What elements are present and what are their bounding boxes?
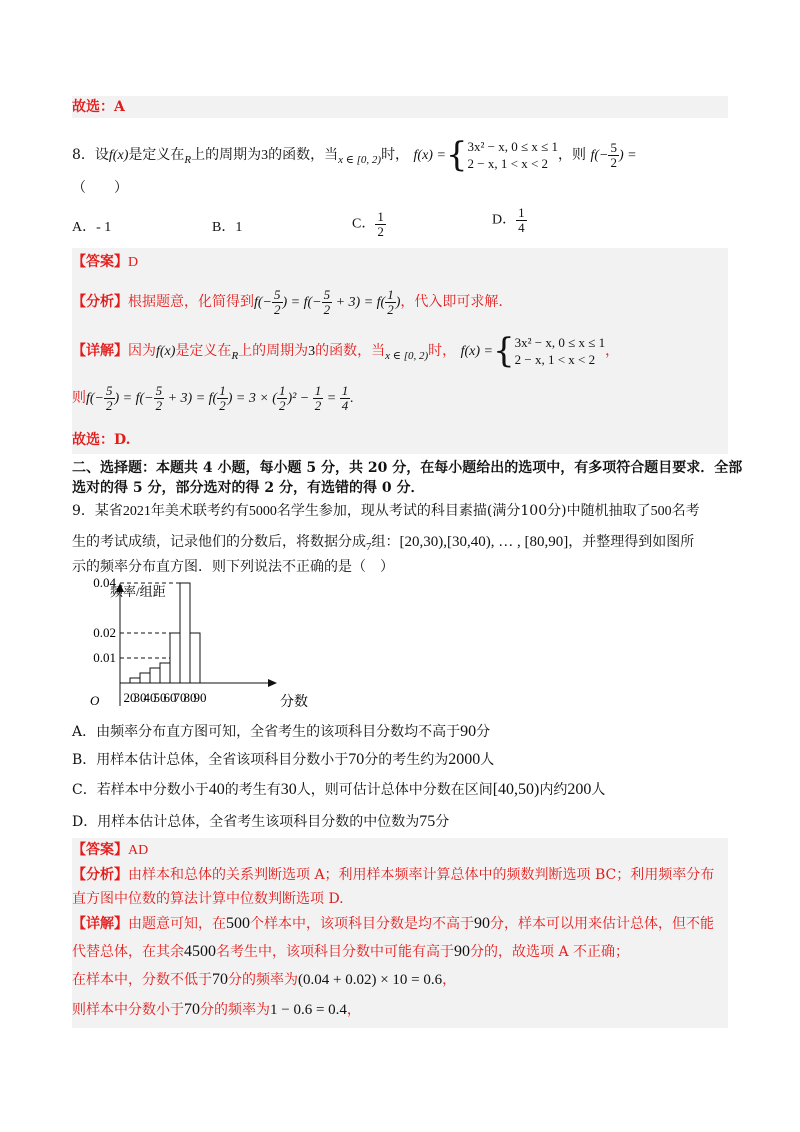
x-tick-60: 60 [163, 690, 177, 705]
choice-c-frac [375, 210, 386, 239]
x-axis-arrow [268, 679, 277, 687]
q9-analysis-tag: 【分析】 [72, 867, 128, 883]
q9-answer-value: AD [128, 843, 149, 858]
option-b-num2: 2000 [448, 751, 481, 768]
option-b-text-a: 用样本估计总体，全省该项科目分数小于 [96, 752, 349, 768]
q9-l1b: 年美术联考约有 [150, 503, 249, 519]
q8-detail-fx: f(x) [156, 344, 176, 359]
q9-detail-2b: 名考生中，该项科目分数中可能有高于 [216, 944, 454, 960]
option-c-num2: 30 [280, 781, 297, 798]
x-tick-40: 40 [143, 690, 157, 705]
y-tick-0.02: 0.02 [93, 625, 116, 640]
q8-detail-R: R [231, 350, 239, 362]
q8-text2: 上的周期为 [191, 147, 262, 163]
q9-detail-line2 [72, 942, 629, 962]
option-c-text-b: 的考生有 [224, 782, 281, 798]
histogram-bar-60-70 [170, 633, 180, 683]
q9-detail-4n: 70 [184, 1001, 200, 1018]
option-b-text-c: 人 [480, 752, 495, 768]
option-c-num3: 200 [567, 781, 592, 798]
q9-line1 [72, 501, 700, 522]
y-tick-0.01: 0.01 [93, 650, 116, 665]
q8-detail-fx-eq: f(x) = [460, 344, 493, 359]
q9-sample: 500 [650, 504, 672, 519]
q9-detail-1a: 由题意可知，在 [128, 916, 226, 932]
choice-d-den: 4 [518, 220, 525, 235]
q8-then-line [72, 384, 354, 413]
x-tick-50: 50 [153, 690, 167, 705]
q8-detail-domain: x ∈ [0, 2) [385, 350, 429, 362]
option-a-text-a: 由频率分布直方图可知，全省考生的该项科目分数均不高于 [96, 724, 461, 740]
q9-detail-4b: 分的频率为 [200, 1002, 270, 1018]
q9-analysis-line2: 直方图中位数的算法计算中位数判断选项 D. [72, 891, 344, 907]
choice-d-label: D． [492, 212, 517, 228]
q8-then-formula: f(− $\frac{5}{2}$ ) = f(− $\frac{5}{2}$ + 3) = f( $\frac{1}{2}$ ) = 3 × ( $\frac{1}{2}$ )² − $\frac{1}{2}$ = $\frac{1}{4}$ . [86, 383, 354, 414]
q8-period: 3 [261, 148, 269, 163]
q8-answer-line [72, 252, 138, 273]
q8-analysis-line [72, 288, 503, 317]
q8-choice-a [72, 216, 111, 236]
x-tick-80: 80 [183, 690, 197, 705]
option-a-num: 90 [460, 723, 477, 740]
q9-l2b: 组： [371, 534, 400, 550]
q9-l1e: 名考 [671, 503, 700, 519]
q9-option-b [72, 750, 494, 770]
q8-conclusion: 故选：D. [72, 432, 131, 448]
option-d-num: 75 [419, 813, 436, 830]
histogram-bar-30-40 [140, 673, 150, 683]
q8-text3: 的函数，当 [268, 147, 339, 163]
option-d-label: D． [72, 814, 98, 830]
top-answer: 故选：A [72, 99, 125, 115]
q8-ask-suffix: ) = [618, 148, 637, 163]
q8-detail-text4: 时， [428, 343, 457, 359]
option-b-num: 70 [348, 751, 365, 768]
histogram-bar-70-80 [180, 583, 190, 683]
choice-d-frac [516, 206, 527, 235]
histogram-bar-40-50 [150, 668, 160, 683]
q9-l2c: ，并整理得到如图所 [568, 534, 695, 550]
q9-detail-line4 [72, 1000, 361, 1020]
q9-groups: 7 [366, 541, 372, 553]
x-tick-30: 30 [133, 690, 147, 705]
q9-detail-1c: 分，样本可以用来估计总体，但不能 [490, 916, 714, 932]
q8-analysis-tail: ，代入即可求解. [400, 294, 503, 310]
section2-line1: 二、选择题：本题共 4 小题，每小题 5 分，共 20 分，在每小题给出的选项中，有多项符合题目要求．全部 [72, 460, 743, 476]
y-axis-label: 频率/组距 [110, 584, 166, 599]
q9-option-d [72, 812, 449, 832]
q8-detail-line [72, 331, 620, 371]
choice-b-value: 1 [235, 220, 243, 235]
q9-detail-2n: 4500 [184, 943, 216, 960]
q9-detail-tag: 【详解】 [72, 916, 128, 932]
choice-b-label: B． [212, 220, 236, 235]
q8-fx-eq: f(x) = [413, 148, 446, 163]
q9-detail-2c: 分的，故选项 A 不正确； [470, 944, 630, 960]
q9-detail-1b: 个样本中，该项科目分数是均不高于 [250, 916, 474, 932]
choice-a-value: - 1 [96, 220, 112, 235]
q8-detail-case1: 3x² − x, 0 ≤ x ≤ 1 [514, 335, 606, 350]
q8-answer-value: D [128, 255, 139, 270]
q8-text1: 是定义在 [128, 147, 185, 163]
q9-detail-1n: 500 [226, 915, 250, 932]
option-c-label: C． [72, 782, 97, 798]
option-c-text-a: 若样本中分数小于 [96, 782, 209, 798]
q8-detail-cases [515, 334, 606, 368]
x-tick-70: 70 [173, 690, 187, 705]
q8-ask-den: 2 [610, 154, 617, 170]
choice-a-label: A． [72, 220, 97, 235]
q9-l1a: 9．某省 [72, 503, 123, 519]
choice-d-num: 1 [518, 205, 525, 220]
q9-answer-line [72, 840, 148, 861]
q8-case2: 2 − x, 1 < x < 2 [467, 156, 549, 171]
q8-then: ，则 [558, 147, 587, 163]
q8-detail-period: 3 [308, 344, 316, 359]
q9-detail-3eq: (0.04 + 0.02) × 10 = 0.6 [298, 972, 443, 988]
q9-detail-3b: 分的频率为 [228, 972, 298, 988]
option-c-interval: [40,50) [492, 781, 540, 798]
q9-intervals: [20,30),[30,40), … , [80,90] [399, 534, 569, 550]
q8-detail-tail: ， [605, 343, 620, 359]
option-b-label: B． [72, 752, 97, 768]
section2-line2: 选对的得 5 分，部分选对的得 2 分，有选错的得 0 分． [72, 480, 425, 496]
q8-choice-b [212, 216, 242, 236]
origin-label: O [90, 693, 100, 708]
q8-case1: 3x² − x, 0 ≤ x ≤ 1 [467, 139, 559, 154]
choice-c-den: 2 [377, 224, 384, 239]
q8-text4: 时， [381, 147, 410, 163]
q8-analysis-text: 根据题意，化简得到 [128, 294, 254, 310]
q8-domain: x ∈ [0, 2) [338, 154, 382, 166]
q8-brace: { [445, 135, 468, 175]
answer-band-top [72, 96, 728, 118]
q8-detail-tag: 【详解】 [72, 343, 128, 359]
q8-then-text: 则 [72, 390, 86, 406]
option-b-text-b: 分的考生约为 [364, 752, 449, 768]
q9-detail-4a: 则样本中分数小于 [72, 1002, 184, 1018]
q9-detail-3c: ， [442, 972, 457, 988]
q9-line2 [72, 530, 694, 559]
q8-detail-text2: 上的周期为 [238, 343, 309, 359]
q8-R: R [184, 154, 192, 166]
q9-detail-3n: 70 [212, 971, 228, 988]
q8-fx: f(x) [108, 148, 129, 163]
y-tick-0.04: 0.04 [93, 578, 116, 590]
choice-c-label: C． [352, 216, 376, 232]
x-tick-90: 90 [193, 690, 207, 705]
option-a-label: A． [72, 724, 97, 740]
q8-choice-d [492, 206, 527, 235]
q8-choice-c [352, 210, 386, 239]
q8-analysis-formula: f(− $\frac{5}{2}$ ) = f(− $\frac{5}{2}$ + 3) = f( $\frac{1}{2}$ ) [254, 287, 401, 318]
q9-detail-2n2: 90 [454, 943, 470, 960]
q9-count: 5000 [248, 504, 277, 519]
option-d-text-b: 分 [435, 814, 450, 830]
q9-option-a [72, 722, 490, 742]
q8-ask-frac [608, 141, 619, 170]
q8-answer-tag: 【答案】 [72, 254, 128, 270]
option-c-text-d: 内约 [539, 782, 568, 798]
q9-analysis-1: 由样本和总体的关系判断选项 A；利用样本频率计算总体中的频数判断选项 BC；利用频率分布 [128, 867, 715, 883]
q9-option-c [72, 780, 605, 800]
choice-c-num: 1 [377, 209, 384, 224]
q8-detail-text3: 的函数，当 [315, 343, 386, 359]
option-c-text-e: 人 [591, 782, 606, 798]
q8-analysis-tag: 【分析】 [72, 294, 128, 310]
q8-stem [72, 135, 637, 175]
q8-detail-text1: 是定义在 [175, 343, 232, 359]
q9-detail-2a: 代替总体，在其余 [72, 944, 184, 960]
q9-analysis-line1 [72, 865, 714, 885]
q9-line3: 示的频率分布直方图．则下列说法不正确的是（ ） [72, 559, 394, 575]
q9-l2a: 生的考试成绩，记录他们的分数后，将数据分成 [72, 534, 366, 550]
histogram-bar-80-90 [190, 633, 200, 683]
q8-detail-text: 因为 [128, 343, 156, 359]
q9-detail-3a: 在样本中，分数不低于 [72, 972, 212, 988]
q8-ask-num: 5 [610, 139, 617, 155]
q9-full-score: (满分100分) [486, 503, 567, 519]
q9-year: 2021 [122, 504, 151, 519]
q8-cases [468, 138, 559, 172]
option-c-num: 40 [208, 781, 225, 798]
q8-detail-case2: 2 − x, 1 < x < 2 [514, 352, 596, 367]
frequency-histogram [70, 578, 330, 718]
q9-l1d: 中随机抽取了 [566, 503, 651, 519]
q9-l1c: 名学生参加，现从考试的科目素描 [276, 503, 487, 519]
q8-paren: （ ） [72, 180, 128, 196]
histogram-bar-50-60 [160, 663, 170, 683]
option-c-text-c: 人，则可估计总体中分数在区间 [296, 782, 493, 798]
option-d-text-a: 用样本估计总体，全省考生该项科目分数的中位数为 [97, 814, 420, 830]
q9-detail-4c: ， [346, 1002, 361, 1018]
q8-ask-prefix: f(− [590, 148, 609, 163]
option-a-text-b: 分 [476, 724, 491, 740]
x-axis-label: 分数 [280, 695, 308, 710]
q8-number: 8．设 [72, 147, 109, 163]
q9-answer-tag: 【答案】 [72, 842, 128, 858]
q9-detail-line1 [72, 914, 714, 934]
histogram-bar-20-30 [130, 678, 140, 683]
q9-detail-1n2: 90 [474, 915, 490, 932]
x-tick-20: 20 [123, 690, 137, 705]
q9-detail-4eq: 1 − 0.6 = 0.4 [270, 1002, 347, 1018]
q8-detail-brace: { [492, 331, 515, 371]
q9-detail-line3 [72, 970, 456, 990]
